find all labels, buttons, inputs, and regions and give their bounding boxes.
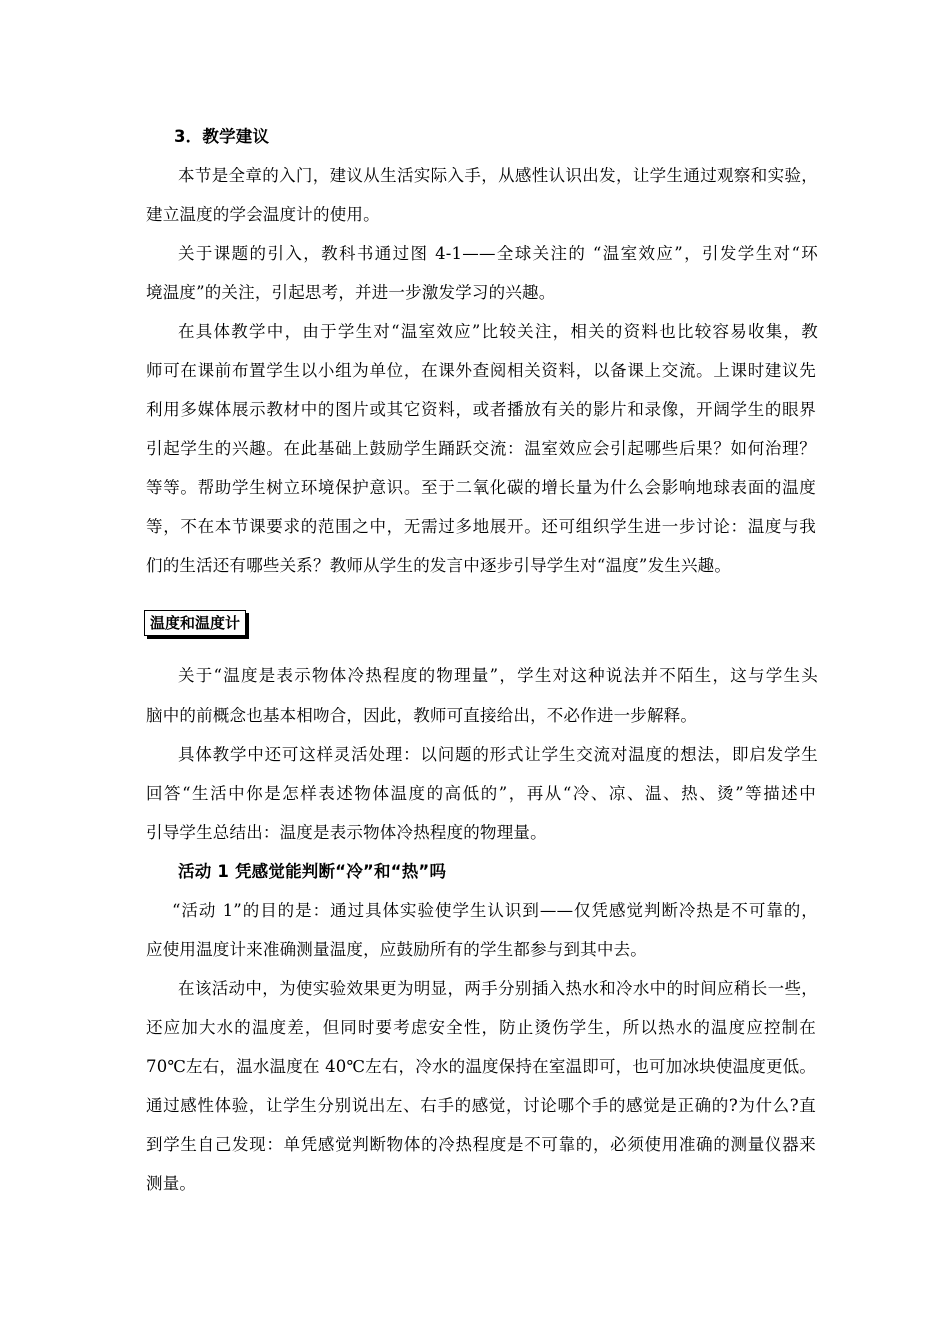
paragraph-line: 具体教学中还可这样灵活处理：以问题的形式让学生交流对温度的想法，即启发学生 <box>178 745 818 764</box>
paragraph-line: 师可在课前布置学生以小组为单位，在课外查阅相关资料，以备课上交流。上课时建议先 <box>146 361 816 380</box>
paragraph-line: 在该活动中，为使实验效果更为明显，两手分别插入热水和冷水中的时间应稍长一些， <box>178 979 818 998</box>
paragraph-line: 到学生自己发现：单凭感觉判断物体的冷热程度是不可靠的，必须使用准确的测量仪器来 <box>146 1135 816 1154</box>
paragraph-line: 应使用温度计来准确测量温度，应鼓励所有的学生都参与到其中去。 <box>146 940 647 959</box>
paragraph-line: 回答“生活中你是怎样表述物体温度的高低的”，再从“冷、凉、温、热、烫”等描述中 <box>146 784 816 803</box>
paragraph-line: 还应加大水的温度差，但同时要考虑安全性，防止烫伤学生，所以热水的温度应控制在 <box>146 1018 816 1037</box>
paragraph-line: “活动 1”的目的是：通过具体实验使学生认识到——仅凭感觉判断冷热是不可靠的， <box>172 901 818 920</box>
paragraph-line: 本节是全章的入门，建议从生活实际入手，从感性认识出发，让学生通过观察和实验， <box>178 166 818 185</box>
section-heading-teaching-suggestions: 3．教学建议 <box>174 127 270 146</box>
paragraph-line: 在具体教学中，由于学生对“温室效应”比较关注，相关的资料也比较容易收集，教 <box>178 322 818 341</box>
paragraph-line: 建立温度的学会温度计的使用。 <box>146 205 380 224</box>
section-box-label-temperature: 温度和温度计 <box>144 610 246 636</box>
paragraph-line: 利用多媒体展示教材中的图片或其它资料，或者播放有关的影片和录像，开阔学生的眼界 <box>146 400 816 419</box>
paragraph-line: 引起学生的兴趣。在此基础上鼓励学生踊跃交流：温室效应会引起哪些后果？如何治理？ <box>146 439 816 458</box>
paragraph-line: 70℃左右，温水温度在 40℃左右，冷水的温度保持在室温即可，也可加冰块使温度更低。 <box>146 1057 817 1076</box>
paragraph-line: 等，不在本节课要求的范围之中，无需过多地展开。还可组织学生进一步讨论：温度与我 <box>146 517 816 536</box>
paragraph-line: 关于课题的引入，教科书通过图 4-1——全球关注的 “温室效应”，引发学生对“环 <box>178 244 818 263</box>
paragraph-line: 关于“温度是表示物体冷热程度的物理量”，学生对这种说法并不陌生，这与学生头 <box>178 666 818 685</box>
paragraph-line: 境温度”的关注，引起思考，并进一步激发学习的兴趣。 <box>146 283 556 302</box>
paragraph-line: 等等。帮助学生树立环境保护意识。至于二氧化碳的增长量为什么会影响地球表面的温度 <box>146 478 816 497</box>
paragraph-line: 们的生活还有哪些关系？教师从学生的发言中逐步引导学生对“温度”发生兴趣。 <box>146 556 732 575</box>
activity-heading: 活动 1 凭感觉能判断“冷”和“热”吗 <box>178 862 447 881</box>
paragraph-line: 引导学生总结出：温度是表示物体冷热程度的物理量。 <box>146 823 547 842</box>
paragraph-line: 测量。 <box>146 1174 197 1193</box>
paragraph-line: 脑中的前概念也基本相吻合，因此，教师可直接给出，不必作进一步解释。 <box>146 706 698 725</box>
paragraph-line: 通过感性体验，让学生分别说出左、右手的感觉，讨论哪个手的感觉是正确的?为什么?直 <box>146 1096 816 1115</box>
